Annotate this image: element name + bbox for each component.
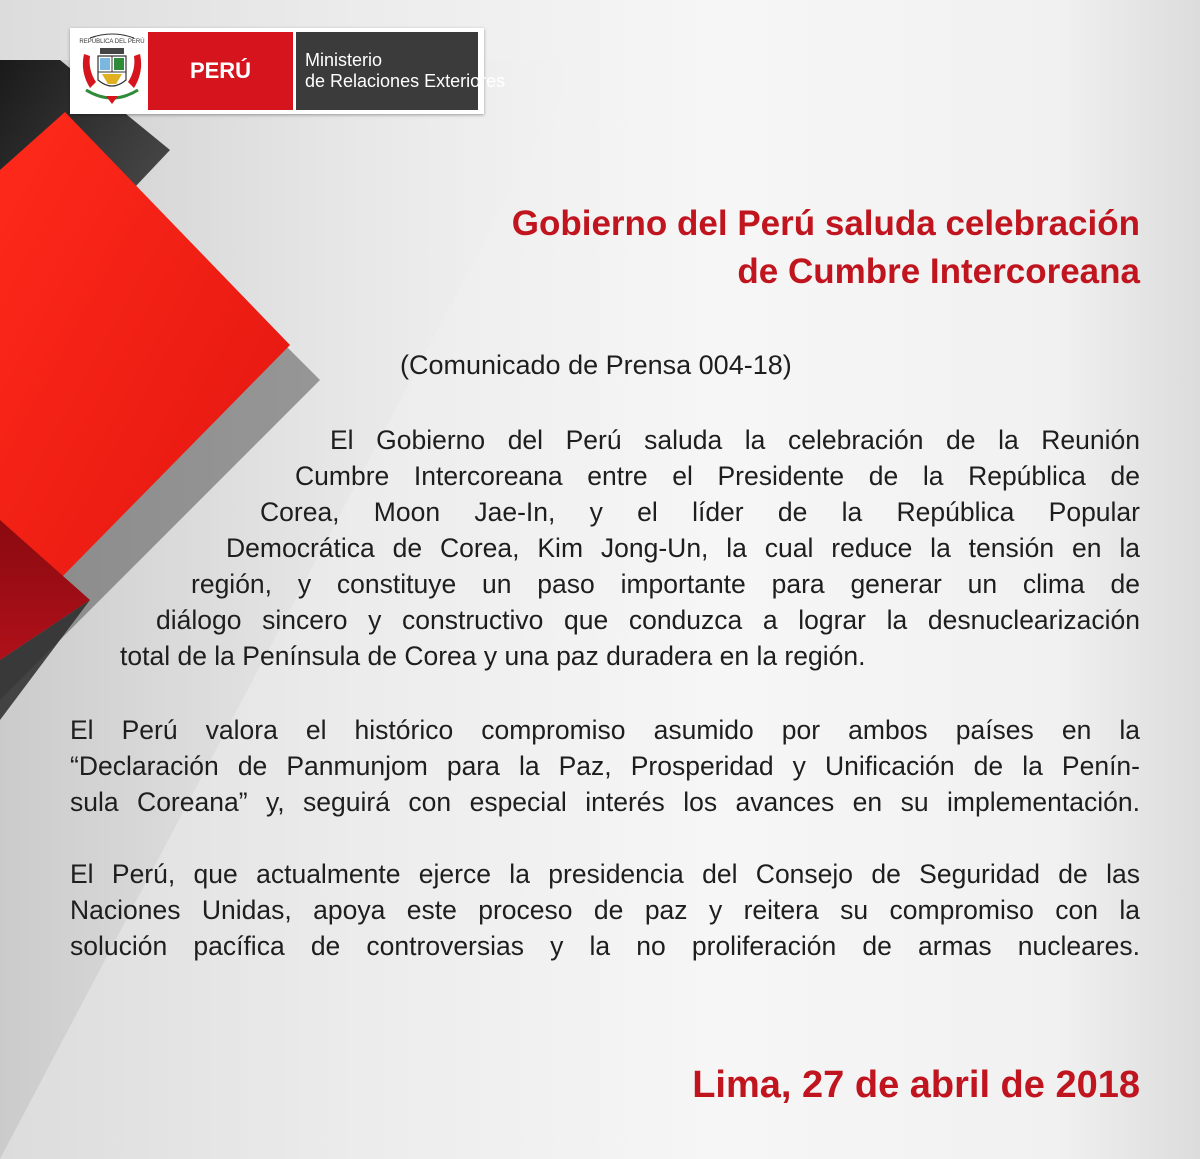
ministry-logo <box>70 28 506 114</box>
paragraph-line: total de la Península de Corea y una paz duradera en la región. <box>120 641 866 671</box>
title-line-1: Gobierno del Perú saluda celebración <box>511 204 1140 243</box>
paragraph-line: solución pacífica de controversias y la no proliferación de armas nucleares. <box>70 931 1140 961</box>
paragraph-line: Corea, Moon Jae-In, y el líder de la República Popular <box>260 497 1140 527</box>
press-release-number: (Comunicado de Prensa 004-18) <box>400 350 792 380</box>
svg-text:REPÚBLICA DEL PERÚ: REPÚBLICA DEL PERÚ <box>79 39 145 45</box>
paragraph-line: Democrática de Corea, Kim Jong-Un, la cual reduce la tensión en la <box>226 533 1140 563</box>
paragraph-line: región, y constituye un paso importante para generar un clima de <box>191 569 1140 599</box>
paragraph-line: El Perú, que actualmente ejerce la presidencia del Consejo de Seguridad de las <box>70 859 1140 889</box>
paragraph-line: El Perú valora el histórico compromiso asumido por ambos países en la <box>70 715 1140 745</box>
paragraph-line: El Gobierno del Perú saluda la celebración de la Reunión <box>330 425 1140 455</box>
title-line-2: de Cumbre Intercoreana <box>737 252 1140 291</box>
country-label: PERÚ <box>148 32 296 110</box>
paragraph-1 <box>120 422 1140 674</box>
paragraph-line: diálogo sincero y constructivo que conduzca a lograr la desnuclearización <box>156 605 1140 635</box>
paragraph-line: sula Coreana” y, seguirá con especial interés los avances en su implementación. <box>70 787 1140 817</box>
paragraph-3 <box>70 856 1140 964</box>
paragraph-2 <box>70 712 1140 820</box>
paragraph-line: Naciones Unidas, apoya este proceso de paz y reitera su compromiso con la <box>70 895 1140 925</box>
coat-of-arms-icon <box>76 32 148 110</box>
date-location: Lima, 27 de abril de 2018 <box>692 1064 1140 1106</box>
ministry-name <box>296 32 506 110</box>
paragraph-line: Cumbre Intercoreana entre el Presidente de la República de <box>295 461 1140 491</box>
paragraph-line: “Declaración de Panmunjom para la Paz, Prosperidad y Unificación de la Penín- <box>70 751 1140 781</box>
ministry-line-1: Ministerio <box>305 50 383 70</box>
ministry-line-2: de Relaciones Exteriores <box>305 71 506 91</box>
page-title <box>240 200 1140 296</box>
